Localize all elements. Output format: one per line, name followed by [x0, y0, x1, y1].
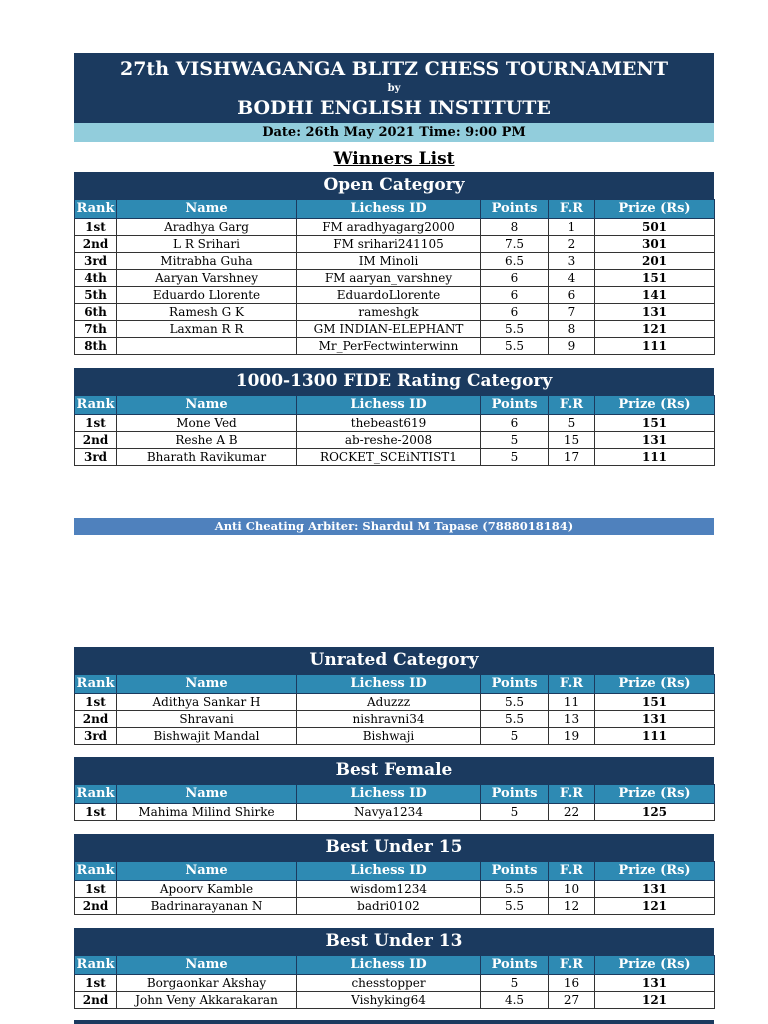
- fr-cell: 27: [549, 992, 595, 1009]
- rank-cell: 3rd: [75, 728, 117, 745]
- points-cell: 5: [481, 975, 549, 992]
- prize-cell: 201: [595, 253, 715, 270]
- section-title: Best Under 13: [74, 928, 714, 955]
- column-header-lichess-id: Lichess ID: [297, 785, 481, 804]
- table-header-row: [75, 956, 715, 975]
- fr-cell: 10: [549, 881, 595, 898]
- rank-cell: 5th: [75, 287, 117, 304]
- name-cell: Aaryan Varshney: [117, 270, 297, 287]
- name-cell: John Veny Akkarakaran: [117, 992, 297, 1009]
- name-cell: Bishwajit Mandal: [117, 728, 297, 745]
- column-header-name: Name: [117, 675, 297, 694]
- section-best-under-15: [74, 834, 714, 915]
- tournament-title: 27th VISHWAGANGA BLITZ CHESS TOURNAMENT: [119, 58, 669, 80]
- column-header-prize-rs: Prize (Rs): [595, 785, 715, 804]
- name-cell: Adithya Sankar H: [117, 694, 297, 711]
- points-cell: 5.5: [481, 881, 549, 898]
- organizer-name: BODHI ENGLISH INSTITUTE: [237, 97, 551, 119]
- fr-cell: 16: [549, 975, 595, 992]
- rank-cell: 1st: [75, 219, 117, 236]
- points-cell: 5.5: [481, 898, 549, 915]
- rank-cell: 4th: [75, 270, 117, 287]
- prize-cell: 131: [595, 975, 715, 992]
- results-table: [74, 674, 715, 745]
- name-cell: Borgaonkar Akshay: [117, 975, 297, 992]
- lichess-id-cell: FM aradhyagarg2000: [297, 219, 481, 236]
- lichess-id-cell: Aduzzz: [297, 694, 481, 711]
- table-row: [75, 432, 715, 449]
- points-cell: 5.5: [481, 711, 549, 728]
- name-cell: Shravani: [117, 711, 297, 728]
- points-cell: 7.5: [481, 236, 549, 253]
- column-header-f-r: F.R: [549, 675, 595, 694]
- name-cell: Apoorv Kamble: [117, 881, 297, 898]
- section-open-category: [74, 172, 714, 355]
- lichess-id-cell: Vishyking64: [297, 992, 481, 1009]
- column-header-prize-rs: Prize (Rs): [595, 675, 715, 694]
- points-cell: 5: [481, 804, 549, 821]
- fr-cell: 6: [549, 287, 595, 304]
- name-cell: Laxman R R: [117, 321, 297, 338]
- table-row: [75, 975, 715, 992]
- prize-cell: 125: [595, 804, 715, 821]
- prize-cell: 131: [595, 711, 715, 728]
- fr-cell: 11: [549, 694, 595, 711]
- column-header-f-r: F.R: [549, 200, 595, 219]
- table-row: [75, 449, 715, 466]
- section-1000-1300-fide-rating-category: [74, 368, 714, 466]
- name-cell: L R Srihari: [117, 236, 297, 253]
- section-title: Best Female: [74, 757, 714, 784]
- rank-cell: 2nd: [75, 898, 117, 915]
- table-row: [75, 711, 715, 728]
- rank-cell: 1st: [75, 415, 117, 432]
- column-header-points: Points: [481, 200, 549, 219]
- points-cell: 5.5: [481, 338, 549, 355]
- lichess-id-cell: Mr_PerFectwinterwinn: [297, 338, 481, 355]
- name-cell: Mahima Milind Shirke: [117, 804, 297, 821]
- table-row: [75, 898, 715, 915]
- table-row: [75, 728, 715, 745]
- table-header-row: [75, 200, 715, 219]
- tournament-header-block: [74, 53, 714, 174]
- section-best-under-13: [74, 928, 714, 1009]
- header-banner: [74, 53, 714, 123]
- lichess-id-cell: chesstopper: [297, 975, 481, 992]
- by-text: by: [387, 83, 401, 94]
- column-header-lichess-id: Lichess ID: [297, 200, 481, 219]
- table-row: [75, 304, 715, 321]
- points-cell: 6: [481, 415, 549, 432]
- table-row: [75, 219, 715, 236]
- lichess-id-cell: Navya1234: [297, 804, 481, 821]
- prize-cell: 121: [595, 898, 715, 915]
- winners-list-heading: Winners List: [333, 149, 455, 169]
- prize-cell: 111: [595, 338, 715, 355]
- prize-cell: 121: [595, 992, 715, 1009]
- rank-cell: 3rd: [75, 449, 117, 466]
- lichess-id-cell: IM Minoli: [297, 253, 481, 270]
- lichess-id-cell: EduardoLlorente: [297, 287, 481, 304]
- bottom-divider: [74, 1020, 714, 1024]
- column-header-lichess-id: Lichess ID: [297, 396, 481, 415]
- rank-cell: 2nd: [75, 432, 117, 449]
- table-header-row: [75, 785, 715, 804]
- table-row: [75, 287, 715, 304]
- lichess-id-cell: GM INDIAN-ELEPHANT: [297, 321, 481, 338]
- rank-cell: 2nd: [75, 236, 117, 253]
- column-header-f-r: F.R: [549, 956, 595, 975]
- lichess-id-cell: badri0102: [297, 898, 481, 915]
- points-cell: 5.5: [481, 694, 549, 711]
- rank-cell: 1st: [75, 975, 117, 992]
- column-header-points: Points: [481, 862, 549, 881]
- rank-cell: 1st: [75, 694, 117, 711]
- prize-cell: 111: [595, 449, 715, 466]
- column-header-name: Name: [117, 396, 297, 415]
- points-cell: 6: [481, 287, 549, 304]
- table-header-row: [75, 862, 715, 881]
- fr-cell: 22: [549, 804, 595, 821]
- section-title: Open Category: [74, 172, 714, 199]
- column-header-points: Points: [481, 396, 549, 415]
- prize-cell: 141: [595, 287, 715, 304]
- table-row: [75, 804, 715, 821]
- prize-cell: 131: [595, 432, 715, 449]
- name-cell: [117, 338, 297, 355]
- table-row: [75, 338, 715, 355]
- results-table: [74, 199, 715, 355]
- points-cell: 8: [481, 219, 549, 236]
- column-header-name: Name: [117, 200, 297, 219]
- table-row: [75, 321, 715, 338]
- lichess-id-cell: thebeast619: [297, 415, 481, 432]
- rank-cell: 1st: [75, 804, 117, 821]
- points-cell: 5.5: [481, 321, 549, 338]
- section-best-female: [74, 757, 714, 821]
- name-cell: Mone Ved: [117, 415, 297, 432]
- column-header-prize-rs: Prize (Rs): [595, 396, 715, 415]
- points-cell: 5: [481, 432, 549, 449]
- table-row: [75, 992, 715, 1009]
- prize-cell: 131: [595, 881, 715, 898]
- prize-cell: 111: [595, 728, 715, 745]
- section-unrated-category: [74, 647, 714, 745]
- fr-cell: 4: [549, 270, 595, 287]
- section-title: Best Under 15: [74, 834, 714, 861]
- table-row: [75, 270, 715, 287]
- points-cell: 6: [481, 270, 549, 287]
- fr-cell: 19: [549, 728, 595, 745]
- points-cell: 5: [481, 449, 549, 466]
- table-row: [75, 881, 715, 898]
- prize-cell: 151: [595, 270, 715, 287]
- fr-cell: 2: [549, 236, 595, 253]
- column-header-points: Points: [481, 785, 549, 804]
- lichess-id-cell: FM aaryan_varshney: [297, 270, 481, 287]
- rank-cell: 2nd: [75, 711, 117, 728]
- points-cell: 6.5: [481, 253, 549, 270]
- lichess-id-cell: rameshgk: [297, 304, 481, 321]
- prize-cell: 301: [595, 236, 715, 253]
- lichess-id-cell: ROCKET_SCEiNTIST1: [297, 449, 481, 466]
- name-cell: Aradhya Garg: [117, 219, 297, 236]
- column-header-name: Name: [117, 785, 297, 804]
- lichess-id-cell: nishravni34: [297, 711, 481, 728]
- table-row: [75, 236, 715, 253]
- fr-cell: 12: [549, 898, 595, 915]
- points-cell: 6: [481, 304, 549, 321]
- fr-cell: 13: [549, 711, 595, 728]
- column-header-lichess-id: Lichess ID: [297, 862, 481, 881]
- prize-cell: 131: [595, 304, 715, 321]
- table-header-row: [75, 675, 715, 694]
- column-header-name: Name: [117, 956, 297, 975]
- lichess-id-cell: ab-reshe-2008: [297, 432, 481, 449]
- date-time-bar: Date: 26th May 2021 Time: 9:00 PM: [74, 123, 714, 142]
- lichess-id-cell: FM srihari241105: [297, 236, 481, 253]
- points-cell: 5: [481, 728, 549, 745]
- table-row: [75, 253, 715, 270]
- table-row: [75, 415, 715, 432]
- fr-cell: 5: [549, 415, 595, 432]
- points-cell: 4.5: [481, 992, 549, 1009]
- column-header-rank: Rank: [75, 956, 117, 975]
- column-header-points: Points: [481, 675, 549, 694]
- column-header-name: Name: [117, 862, 297, 881]
- column-header-rank: Rank: [75, 785, 117, 804]
- column-header-prize-rs: Prize (Rs): [595, 956, 715, 975]
- column-header-f-r: F.R: [549, 396, 595, 415]
- column-header-f-r: F.R: [549, 862, 595, 881]
- column-header-rank: Rank: [75, 862, 117, 881]
- rank-cell: 1st: [75, 881, 117, 898]
- rank-cell: 6th: [75, 304, 117, 321]
- column-header-rank: Rank: [75, 396, 117, 415]
- fr-cell: 1: [549, 219, 595, 236]
- fr-cell: 7: [549, 304, 595, 321]
- prize-cell: 121: [595, 321, 715, 338]
- table-header-row: [75, 396, 715, 415]
- prize-cell: 151: [595, 694, 715, 711]
- fr-cell: 9: [549, 338, 595, 355]
- name-cell: Eduardo Llorente: [117, 287, 297, 304]
- section-title: 1000-1300 FIDE Rating Category: [74, 368, 714, 395]
- lichess-id-cell: Bishwaji: [297, 728, 481, 745]
- fr-cell: 17: [549, 449, 595, 466]
- results-table: [74, 784, 715, 821]
- name-cell: Mitrabha Guha: [117, 253, 297, 270]
- name-cell: Ramesh G K: [117, 304, 297, 321]
- results-table: [74, 955, 715, 1009]
- table-row: [75, 694, 715, 711]
- name-cell: Reshe A B: [117, 432, 297, 449]
- fr-cell: 8: [549, 321, 595, 338]
- fr-cell: 15: [549, 432, 595, 449]
- section-title: Unrated Category: [74, 647, 714, 674]
- column-header-points: Points: [481, 956, 549, 975]
- rank-cell: 8th: [75, 338, 117, 355]
- column-header-rank: Rank: [75, 675, 117, 694]
- results-table: [74, 861, 715, 915]
- column-header-prize-rs: Prize (Rs): [595, 862, 715, 881]
- prize-cell: 151: [595, 415, 715, 432]
- prize-cell: 501: [595, 219, 715, 236]
- column-header-f-r: F.R: [549, 785, 595, 804]
- lichess-id-cell: wisdom1234: [297, 881, 481, 898]
- arbiter-bar: Anti Cheating Arbiter: Shardul M Tapase (7888018184): [74, 518, 714, 535]
- column-header-prize-rs: Prize (Rs): [595, 200, 715, 219]
- results-table: [74, 395, 715, 466]
- column-header-lichess-id: Lichess ID: [297, 675, 481, 694]
- rank-cell: 2nd: [75, 992, 117, 1009]
- column-header-lichess-id: Lichess ID: [297, 956, 481, 975]
- fr-cell: 3: [549, 253, 595, 270]
- column-header-rank: Rank: [75, 200, 117, 219]
- name-cell: Bharath Ravikumar: [117, 449, 297, 466]
- rank-cell: 7th: [75, 321, 117, 338]
- rank-cell: 3rd: [75, 253, 117, 270]
- name-cell: Badrinarayanan N: [117, 898, 297, 915]
